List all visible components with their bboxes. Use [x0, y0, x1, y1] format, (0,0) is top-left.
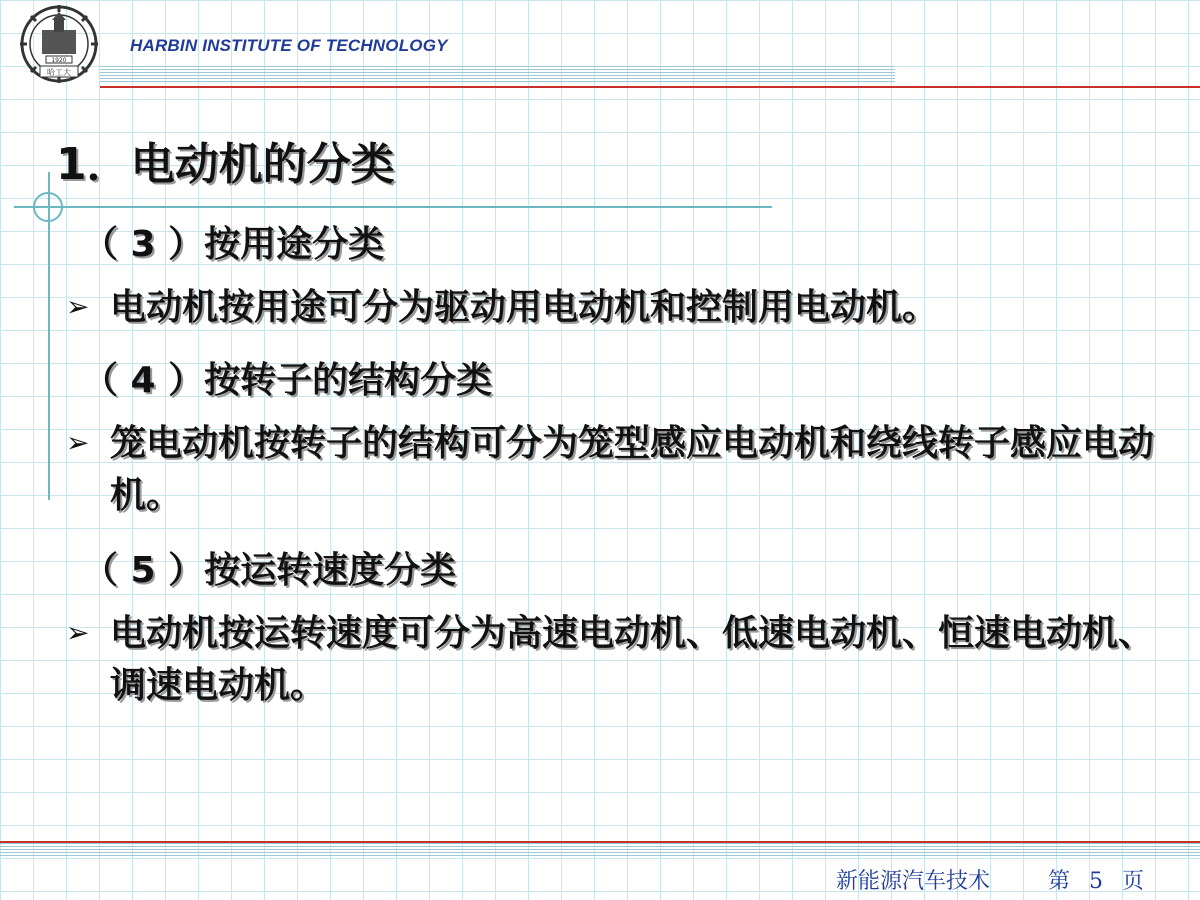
header-divider: [100, 86, 1200, 88]
section-heading-3: （ 3 ）按用途分类: [82, 224, 385, 265]
arrow-bullet-icon: ➢: [66, 616, 90, 649]
arrow-bullet-icon: ➢: [66, 290, 90, 323]
header-stripes: [100, 66, 895, 82]
bullet-item: [66, 282, 1176, 334]
institute-name: HARBIN INSTITUTE OF TECHNOLOGY: [130, 36, 448, 55]
bullet-item: [66, 418, 1176, 522]
page-indicator: [1048, 864, 1144, 895]
hit-emblem-icon: [14, 4, 104, 88]
page-prefix: 第: [1048, 869, 1071, 894]
logo-year: 1920: [51, 57, 67, 64]
arrow-bullet-icon: ➢: [66, 426, 90, 459]
slide-header: [0, 0, 1200, 90]
decorative-circle: [33, 192, 63, 222]
logo-name: 哈工大: [47, 68, 71, 77]
bullet-item: [66, 608, 1176, 712]
footer-stripes: [0, 843, 1200, 858]
bullet-text: 电动机按用途可分为驱动用电动机和控制用电动机。: [110, 287, 939, 328]
section-heading-5: （ 5 ）按运转速度分类: [82, 550, 457, 591]
bullet-text: 笼电动机按转子的结构可分为笼型感应电动机和绕线转子感应电动机。: [110, 423, 1155, 516]
bullet-text: 电动机按运转速度可分为高速电动机、低速电动机、恒速电动机、调速电动机。: [110, 613, 1155, 706]
decorative-horizontal-line: [14, 206, 772, 208]
page-number: 5: [1089, 869, 1104, 894]
section-heading-4: （ 4 ）按转子的结构分类: [82, 360, 493, 401]
footer-course-title: 新能源汽车技术: [836, 869, 991, 894]
slide-title: 1．电动机的分类: [56, 139, 395, 190]
page-suffix: 页: [1122, 869, 1145, 894]
